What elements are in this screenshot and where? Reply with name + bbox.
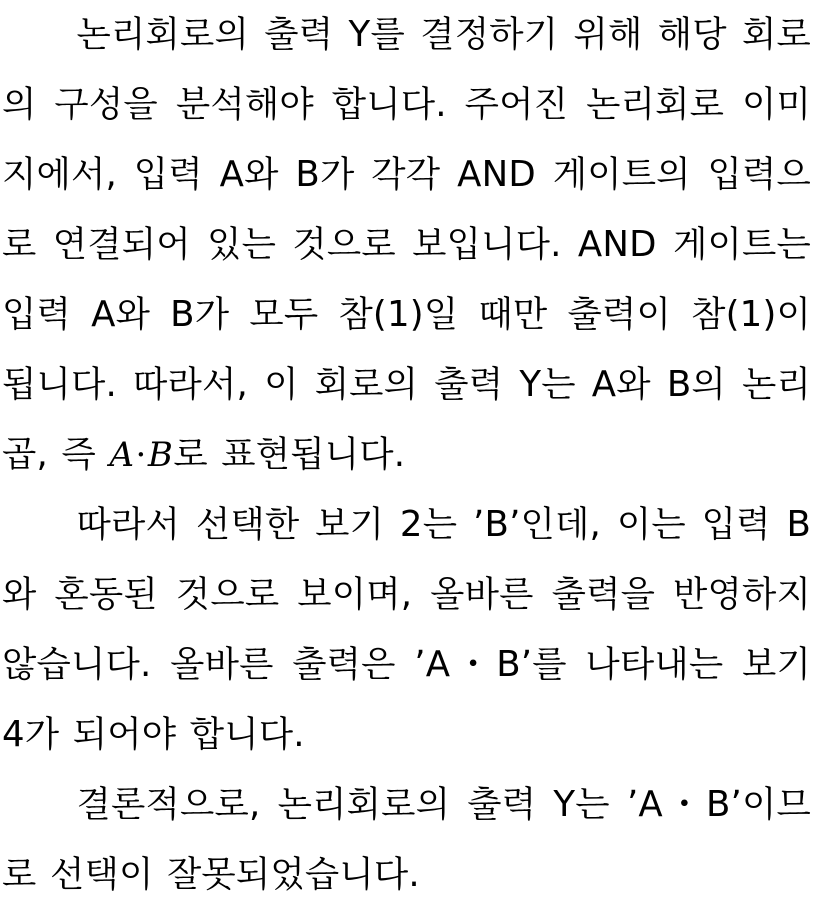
math-operand-b: B [147, 435, 174, 475]
document-body [2, 0, 811, 910]
paragraph-2-text: 따라서 선택한 보기 2는 ’B’인데, 이는 입력 B와 혼동된 것으로 보이며, 올바른 출력을 반영하지 않습니다. 올바른 출력은 ’A・B’를 나타내는 보기 4가 되어야 합니다. [2, 504, 811, 755]
paragraph-3-text: 결론적으로, 논리회로의 출력 Y는 ’A・B’이므로 선택이 잘못되었습니다. [2, 784, 811, 895]
paragraph-2 [2, 490, 811, 770]
paragraph-1-text-before-math: 논리회로의 출력 Y를 결정하기 위해 해당 회로의 구성을 분석해야 합니다. 주어진 논리회로 이미지에서, 입력 A와 B가 각각 AND 게이트의 입력으로 연결되어 있는 것으로 보입니다. AND 게이트는 입력 A와 B가 모두 참(1)일 때만 출력이 참(1)이 됩니다. 따라서, 이 회로의 출력 Y는 A와 B의 논리곱, 즉 [2, 14, 811, 475]
paragraph-3 [2, 770, 811, 910]
paragraph-1-text-after-math: 로 표현됩니다. [173, 434, 406, 475]
math-dot-operator: · [135, 435, 147, 475]
inline-math-expression [109, 435, 173, 475]
math-operand-a: A [109, 435, 135, 475]
paragraph-1 [2, 0, 811, 490]
